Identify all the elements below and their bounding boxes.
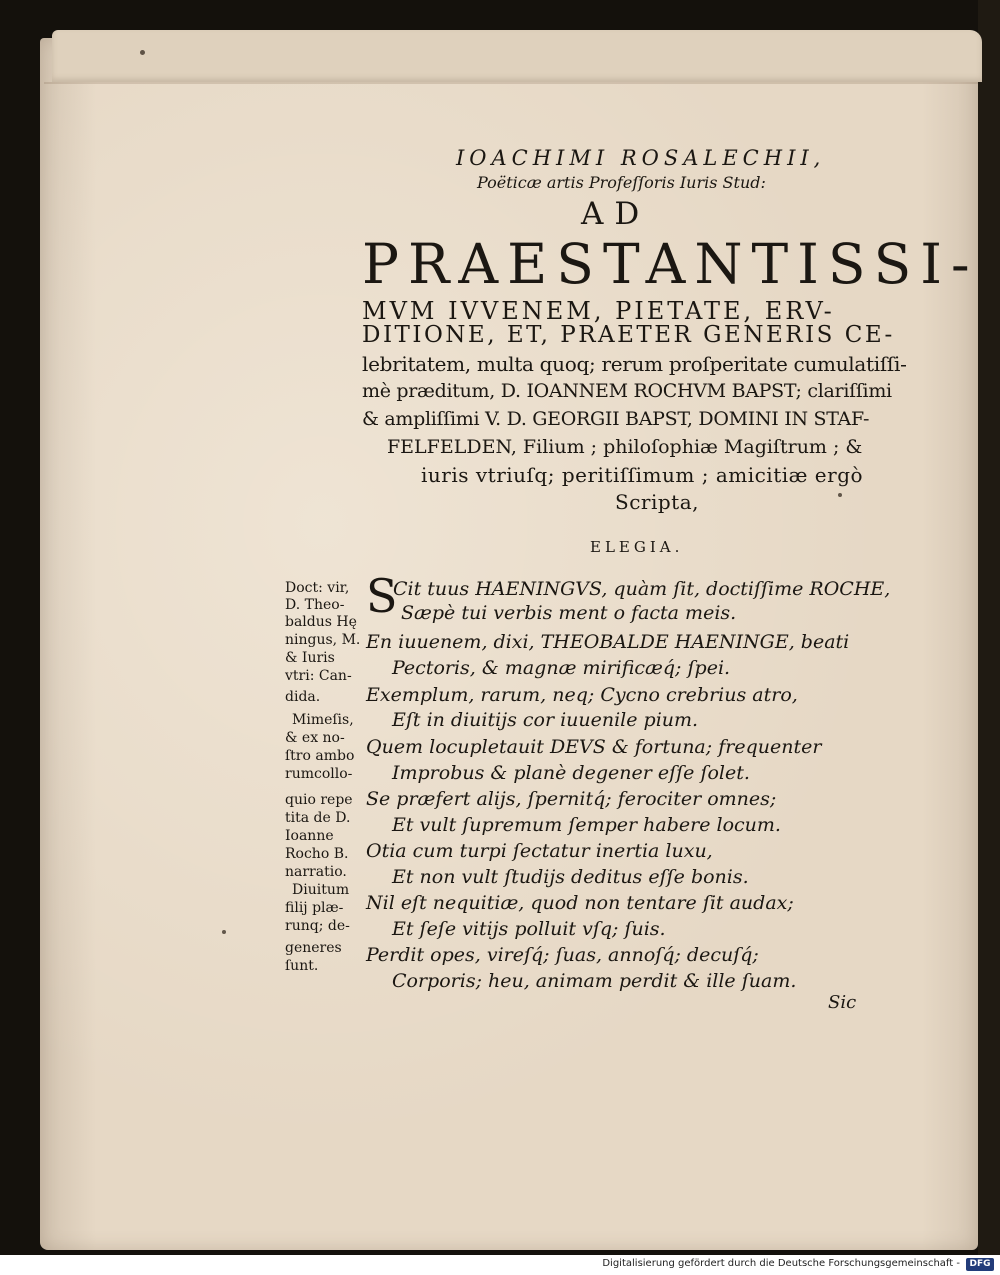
- verse-line: Nil eſt nequitiæ, quod non tentare ſit audax;: [366, 892, 794, 914]
- title-main: PRAESTANTISSI-: [362, 232, 979, 296]
- footer-credit: Digitalisierung gefördert durch die Deutsche Forschungsgemeinschaft -: [602, 1258, 960, 1269]
- title-line: Scripta,: [615, 490, 699, 514]
- footer-bar: [0, 1255, 1000, 1275]
- margin-note: ningus, M.: [285, 632, 361, 648]
- author-subtitle: Poëticæ artis Profeſſoris Iuris Stud:: [477, 173, 766, 192]
- title-line: FELFELDEN, Filium ; philoſophiæ Magiſtrum ; &: [387, 436, 863, 458]
- fold-line: [44, 82, 978, 84]
- book-spine: [978, 0, 1000, 1255]
- verse-line: Et ſeſe vitijs polluit vſq; ſuis.: [392, 918, 666, 940]
- verse-line: Improbus & planè degener eſſe ſolet.: [392, 762, 750, 784]
- verse-line: Quem locupletauit DEVS & fortuna; frequenter: [366, 736, 822, 758]
- title-line: MVM IVVENEM, PIETATE, ERV-: [362, 297, 835, 325]
- verse-line: En iuuenem, dixi, THEOBALDE HAENINGE, beati: [366, 631, 850, 653]
- ink-spot: [838, 493, 842, 497]
- title-line: & ampliſſimi V. D. GEORGII BAPST, DOMINI IN STAF-: [362, 408, 870, 430]
- title-line: mè præditum, D. IOANNEM ROCHVM BAPST; clariſſimi: [362, 380, 892, 402]
- drop-cap: S: [366, 569, 398, 623]
- verse-line: Eſt in diuitijs cor iuuenile pium.: [392, 709, 699, 731]
- verse-line: Exemplum, rarum, neq; Cycno crebrius atro,: [366, 684, 798, 706]
- margin-note: vtri: Can-: [285, 668, 352, 684]
- verse-line: Perdit opes, vireſq́; ſuas, annoſq́; decuſq́;: [366, 944, 759, 966]
- ink-spot: [222, 930, 226, 934]
- margin-note: & Iuris: [285, 650, 335, 666]
- folded-top-edge: [52, 30, 982, 82]
- margin-note: tita de D.: [285, 810, 351, 826]
- verse-line: Et non vult ſtudijs deditus eſſe bonis.: [392, 866, 749, 888]
- margin-note: baldus Hę: [285, 614, 357, 630]
- margin-note: narratio.: [285, 864, 347, 880]
- margin-note: runq; de-: [285, 918, 350, 934]
- ink-spot: [140, 50, 145, 55]
- verse-line: Se præfert alijs, ſpernitq́; ferociter omnes;: [366, 788, 777, 810]
- catchword: Sic: [828, 992, 857, 1013]
- title-line: lebritatem, multa quoq; rerum proſperitate cumulatiſſi-: [362, 352, 907, 376]
- margin-note: filij plæ-: [285, 900, 344, 916]
- title-line: iuris vtriuſq; peritiſſimum ; amicitiæ ergò: [421, 463, 864, 487]
- verse-line: Cit tuus HAENINGVS, quàm ſit, doctiſſime ROCHE,: [393, 578, 891, 600]
- margin-note: D. Theo-: [285, 597, 345, 613]
- verse-line: Pectoris, & magnæ mirificæq́; ſpei.: [392, 657, 731, 679]
- margin-note: Ioanne: [285, 828, 334, 844]
- title-line: DITIONE, ET, PRAETER GENERIS CE-: [362, 322, 895, 348]
- margin-note: generes: [285, 940, 342, 956]
- verse-line: Corporis; heu, animam perdit & ille ſuam.: [392, 970, 797, 992]
- margin-note: quio repe: [285, 792, 353, 808]
- margin-note: rumcollo-: [285, 766, 353, 782]
- margin-note: ſunt.: [285, 958, 319, 974]
- section-heading-elegia: ELEGIA.: [590, 538, 684, 556]
- margin-note: dida.: [285, 689, 321, 705]
- margin-note: Rocho B.: [285, 846, 349, 862]
- author-heading: IOACHIMI ROSALECHII,: [456, 146, 826, 170]
- margin-note: & ex no-: [285, 730, 345, 746]
- margin-note: Doct: vir,: [285, 580, 350, 596]
- dfg-logo: DFG: [966, 1258, 994, 1271]
- verse-line: Sæpè tui verbis ment o facta meis.: [401, 602, 737, 624]
- margin-note: ſtro ambo: [285, 748, 355, 764]
- verse-line: Otia cum turpi ſectatur inertia luxu,: [366, 840, 713, 862]
- margin-note: Diuitum: [292, 882, 350, 898]
- margin-note: Mimeſis,: [292, 712, 354, 728]
- verse-line: Et vult ſupremum ſemper habere locum.: [392, 814, 781, 836]
- ad-heading: AD: [581, 196, 651, 232]
